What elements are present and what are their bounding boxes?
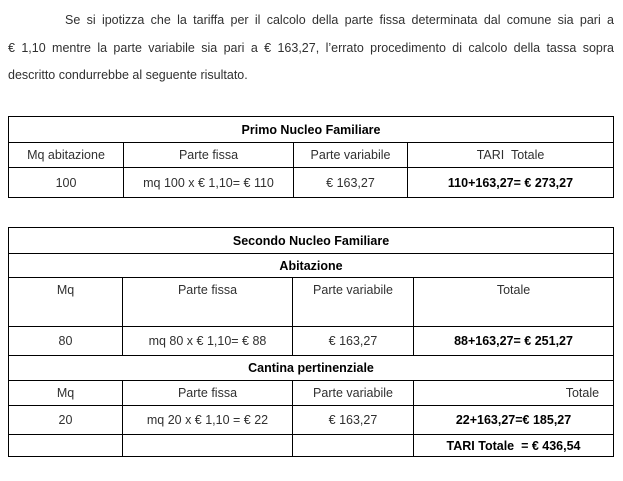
t2a-cell-totale: 88+163,27= € 251,27 <box>414 327 614 356</box>
t2c-header-parte-variabile: Parte variabile <box>293 381 414 406</box>
t2c-header-parte-fissa: Parte fissa <box>123 381 293 406</box>
t2c-cell-mq: 20 <box>9 406 123 435</box>
t2c-cell-parte-variabile: € 163,27 <box>293 406 414 435</box>
secondo-nucleo-table <box>8 227 614 457</box>
t2a-header-totale: Totale <box>414 278 614 327</box>
intro-line-1: Se si ipotizza che la tariffa per il calcolo della parte fissa determinata dal comune sia pari a <box>65 13 614 27</box>
t2a-header-parte-variabile: Parte variabile <box>293 278 414 327</box>
t2a-header-parte-fissa: Parte fissa <box>123 278 293 327</box>
footer-empty-cell-3 <box>293 435 414 457</box>
t1-header-mq-abitazione: Mq abitazione <box>9 143 124 168</box>
intro-paragraph <box>8 7 614 90</box>
t2a-cell-mq: 80 <box>9 327 123 356</box>
cantina-section-title: Cantina pertinenziale <box>9 356 614 381</box>
footer-empty-cell-2 <box>123 435 293 457</box>
tari-totale-grand-cell: TARI Totale = € 436,54 <box>414 435 614 457</box>
t1-cell-parte-variabile: € 163,27 <box>294 168 408 198</box>
t1-header-tari-totale: TARI Totale <box>408 143 614 168</box>
intro-line-3: descritto condurrebbe al seguente risultato. <box>8 68 248 82</box>
t2c-cell-totale: 22+163,27=€ 185,27 <box>414 406 614 435</box>
secondo-nucleo-title: Secondo Nucleo Familiare <box>9 228 614 254</box>
t1-cell-parte-fissa: mq 100 x € 1,10= € 110 <box>124 168 294 198</box>
t1-cell-tari-totale: 110+163,27= € 273,27 <box>408 168 614 198</box>
abitazione-section-title: Abitazione <box>9 254 614 278</box>
footer-empty-cell-1 <box>9 435 123 457</box>
t1-header-parte-fissa: Parte fissa <box>124 143 294 168</box>
t2a-cell-parte-variabile: € 163,27 <box>293 327 414 356</box>
primo-nucleo-title: Primo Nucleo Familiare <box>9 117 614 143</box>
t2c-cell-parte-fissa: mq 20 x € 1,10 = € 22 <box>123 406 293 435</box>
t2c-header-mq: Mq <box>9 381 123 406</box>
t2c-header-totale: Totale <box>414 381 614 406</box>
t1-cell-mq: 100 <box>9 168 124 198</box>
intro-line-2: € 1,10 mentre la parte variabile sia pari a € 163,27, l’errato procedimento di calcolo della tassa sopra <box>8 40 614 55</box>
t2a-header-mq: Mq <box>9 278 123 327</box>
t2a-cell-parte-fissa: mq 80 x € 1,10= € 88 <box>123 327 293 356</box>
primo-nucleo-table <box>8 116 614 198</box>
t1-header-parte-variabile: Parte variabile <box>294 143 408 168</box>
